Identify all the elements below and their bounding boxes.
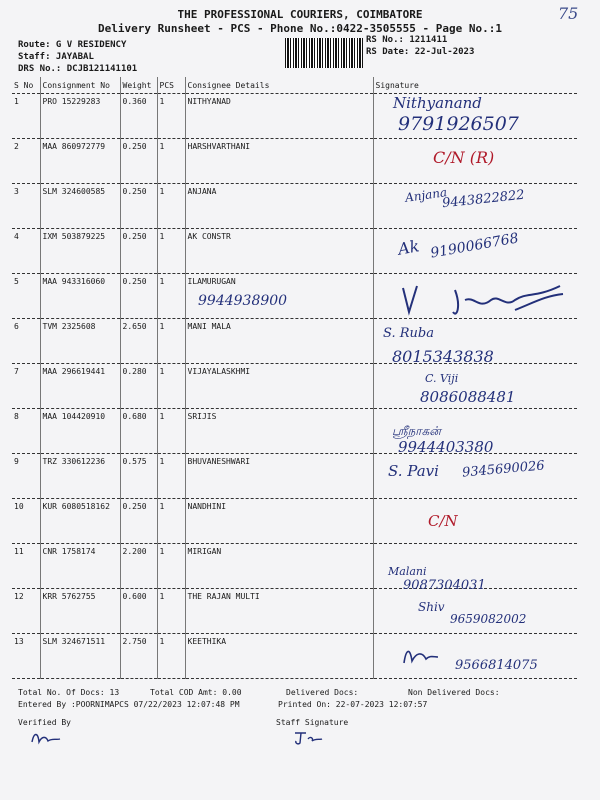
table-header-row [12,77,577,94]
handwritten-phone: 8086088481 [420,388,516,406]
cell-pcs: 1 [157,409,185,454]
cell-weight: 0.680 [120,409,157,454]
cell-consignment: CNR 1758174 [40,544,120,589]
handwritten-phone: 9791926507 [398,113,519,135]
handwritten-cn-mark: C/N (R) [433,148,495,167]
cell-consignment: MAA 104420910 [40,409,120,454]
cell-weight: 0.250 [120,139,157,184]
non-delivered-docs: Non Delivered Docs: [408,688,500,697]
cell-sno: 12 [12,589,40,634]
cell-pcs: 1 [157,364,185,409]
rs-number: RS No.: 1211411 [366,35,448,45]
cell-sno: 4 [12,229,40,274]
cell-weight: 0.250 [120,229,157,274]
handwritten-cn-mark: C/N [428,512,458,530]
rs-date: RS Date: 22-Jul-2023 [366,47,475,57]
cell-consignee: MIRIGAN [185,544,373,589]
cell-weight: 0.250 [120,184,157,229]
cell-sno: 2 [12,139,40,184]
cell-consignee: ILAMURUGAN [185,274,373,319]
cell-consignee: VIJAYALASKHMI [185,364,373,409]
cell-consignee: SRIJIS [185,409,373,454]
cell-weight: 0.600 [120,589,157,634]
cell-consignment: MAA 296619441 [40,364,120,409]
cell-consignment: MAA 860972779 [40,139,120,184]
cell-consignment: TVM 2325608 [40,319,120,364]
col-sno: S No [12,77,40,94]
cell-consignee: ANJANA [185,184,373,229]
company-title: THE PROFESSIONAL COURIERS, COIMBATORE [177,8,423,21]
cell-weight: 0.360 [120,94,157,139]
handwritten-phone: 9944938900 [198,293,288,309]
cell-sno: 5 [12,274,40,319]
cell-pcs: 1 [157,634,185,679]
cell-weight: 2.750 [120,634,157,679]
table-row [12,499,577,544]
cell-sno: 1 [12,94,40,139]
col-signature: Signature [373,77,577,94]
handwritten-phone: 9566814075 [455,658,538,673]
cell-consignment: KRR 5762755 [40,589,120,634]
cell-pcs: 1 [157,274,185,319]
col-consignee: Consignee Details [185,77,373,94]
col-pcs: PCS [157,77,185,94]
cell-pcs: 1 [157,139,185,184]
handwritten-name: Malani [388,565,427,578]
cell-weight: 0.250 [120,499,157,544]
cell-signature [373,499,577,544]
cell-consignee: THE RAJAN MULTI [185,589,373,634]
col-consignment: Consignment No [40,77,120,94]
cell-weight: 2.650 [120,319,157,364]
route-label: Route: G V RESIDENCY [18,40,127,50]
delivered-docs: Delivered Docs: [286,688,359,697]
handwritten-name: Anjana [404,185,448,205]
handwritten-name: Shiv [418,600,445,614]
table-row [12,544,577,589]
handwritten-name: Ak [396,236,421,259]
cell-consignment: PRO 15229283 [40,94,120,139]
cell-consignment: SLM 324600585 [40,184,120,229]
cell-pcs: 1 [157,184,185,229]
total-cod: Total COD Amt: 0.00 [150,688,242,697]
cell-sno: 7 [12,364,40,409]
cell-consignee: BHUVANESHWARI [185,454,373,499]
handwritten-name: Nithyanand [393,94,482,112]
cell-consignee: HARSHVARTHANI [185,139,373,184]
runsheet-table [12,77,577,679]
printed-on: Printed On: 22-07-2023 12:07:57 [278,700,428,709]
col-weight: Weight [120,77,157,94]
cell-pcs: 1 [157,499,185,544]
cell-consignment: MAA 943316060 [40,274,120,319]
verified-by-label: Verified By [18,718,71,727]
cell-weight: 0.575 [120,454,157,499]
signature-scribble [395,282,570,322]
cell-consignment: TRZ 330612236 [40,454,120,499]
table-row [12,589,577,634]
cell-sno: 6 [12,319,40,364]
cell-sno: 10 [12,499,40,544]
handwritten-phone: 9659082002 [450,612,527,626]
handwritten-phone: 8015343838 [392,347,494,366]
entered-by: Entered By :POORNIMAPCS 07/22/2023 12:07:48 PM [18,700,240,709]
barcode [285,38,363,68]
staff-signature [292,730,324,746]
staff-signature-label: Staff Signature [276,718,349,727]
cell-sno: 9 [12,454,40,499]
drs-label: DRS No.: DCJB121141101 [18,64,138,74]
handwritten-name: S. Pavi [388,462,439,480]
verified-signature [30,730,62,746]
signature-scribble [400,645,440,667]
cell-pcs: 1 [157,544,185,589]
cell-pcs: 1 [157,589,185,634]
cell-consignee: MANI MALA [185,319,373,364]
cell-pcs: 1 [157,319,185,364]
cell-weight: 2.200 [120,544,157,589]
cell-weight: 0.280 [120,364,157,409]
cell-weight: 0.250 [120,274,157,319]
cell-consignment: SLM 324671511 [40,634,120,679]
cell-pcs: 1 [157,454,185,499]
cell-consignment: KUR 6080518162 [40,499,120,544]
staff-label: Staff: JAYABAL [18,52,94,62]
handwritten-phone: 9443822822 [441,187,526,212]
cell-consignee: NANDHINI [185,499,373,544]
cell-consignee: KEETHIKA [185,634,373,679]
handwritten-phone: 9944403380 [398,438,494,456]
cell-consignee: AK CONSTR [185,229,373,274]
cell-pcs: 1 [157,229,185,274]
runsheet-subtitle: Delivery Runsheet - PCS - Phone No.:0422-3505555 - Page No.:1 [98,22,502,35]
handwritten-name: ஸ்ரீநாகன் [392,424,441,438]
handwritten-phone: 9345690026 [461,458,546,481]
total-docs: Total No. Of Docs: 13 [18,688,120,697]
cell-consignee: NITHYANAD [185,94,373,139]
handwritten-name: S. Ruba [383,326,434,341]
page-handwritten-mark: 75 [558,4,579,23]
handwritten-phone: 9087304031 [403,578,486,593]
cell-sno: 13 [12,634,40,679]
cell-sno: 3 [12,184,40,229]
handwritten-name: C. Viji [425,372,459,385]
cell-consignment: IXM 503879225 [40,229,120,274]
handwritten-phone: 9190066768 [429,230,520,262]
cell-pcs: 1 [157,94,185,139]
cell-signature [373,589,577,634]
cell-sno: 8 [12,409,40,454]
cell-sno: 11 [12,544,40,589]
